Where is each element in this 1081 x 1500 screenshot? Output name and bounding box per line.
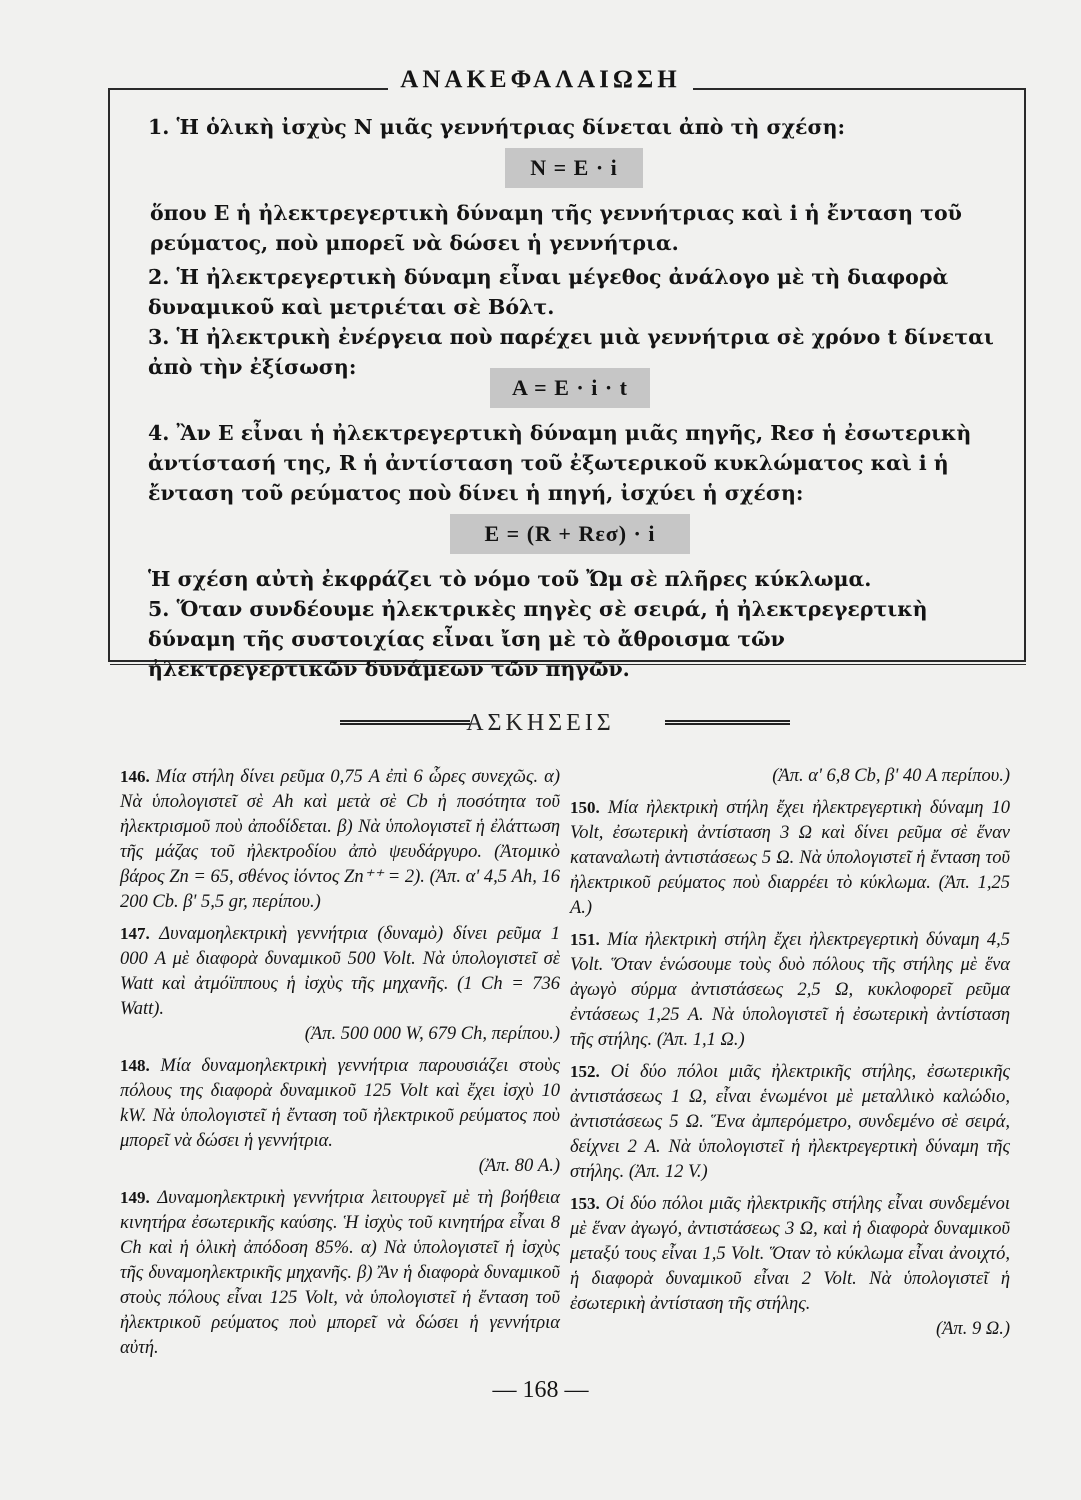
exercise-answer: (Ἀπ. 80 A.) [478, 1156, 560, 1176]
exercise-text: Οἱ δύο πόλοι μιᾶς ἠλεκτρικῆς στήλης, ἐσωτερικῆς ἀντιστάσεως 1 Ω, εἶναι ἑνωμένοι μὲ μεταλλικὸ καλώδιο, ἀντιστάσεως 5 Ω. Ἕνα ἀμπερόμετρο, συνδεμένο σὲ σειρά, δείχνει 2 A. Νὰ ὑπολογιστεῖ ἡ ἠλεκτρεγερτικὴ δύναμη τῆς στήλης. [570, 1062, 1011, 1182]
exercise-146 [120, 764, 560, 915]
exercise-answer: (Ἀπ. 500 000 W, 679 Ch, περίπου.) [304, 1024, 560, 1044]
exercise-number: 147. [120, 924, 150, 943]
exercise-151 [570, 927, 1010, 1053]
exercise-answer: (Ἀπ. 1,25 A.) [570, 873, 1010, 918]
exercise-number: 148. [120, 1056, 150, 1075]
exercise-answer: (Ἀπ. α' 4,5 Ah, 16 200 Cb. β' 5,5 gr, περίπου.) [120, 867, 561, 912]
exercise-150 [570, 795, 1010, 921]
exercise-147 [120, 921, 560, 1047]
summary-item-4: 4. Ἂν Ε εἶναι ἡ ἠλεκτρεγερτικὴ δύναμη μιᾶς πηγῆς, Rεσ ἡ ἐσωτερικὴ ἀντίστασή της, R ἡ ἀντίσταση τοῦ ἐξωτερικοῦ κυκλώματος καὶ i ἡ ἔνταση τοῦ ρεύματος ποὺ δίνει ἡ πηγή, ἰσχύει ἡ σχέση: [148, 421, 972, 505]
exercises-title: ΑΣΚΗΣΕΙΣ [466, 710, 615, 736]
exercise-number: 150. [570, 798, 600, 817]
exercises-right-column [570, 764, 1010, 1348]
exercise-number: 153. [570, 1194, 600, 1213]
exercise-text: Μία δυναμοηλεκτρικὴ γεννήτρια παρουσιάζει στοὺς πόλους της διαφορὰ δυναμικοῦ 125 Volt καὶ ἔχει ἰσχὺ 10 kW. Νὰ ὑπολογιστεῖ ἡ ἔνταση τοῦ ἠλεκτρικοῦ ρεύματος ποὺ μπορεῖ νὰ δώσει ἡ γεννήτρια. [120, 1056, 560, 1151]
exercise-text: Μία ἠλεκτρικὴ στήλη ἔχει ἠλεκτρεγερτικὴ δύναμη 10 Volt, ἐσωτερικὴ ἀντίσταση 3 Ω καὶ δίνει ρεῦμα σὲ ἕναν καταναλωτὴ ἀντιστάσεως 5 Ω. Νὰ ὑπολογιστεῖ ἡ ἔνταση τοῦ ἠλεκτρικοῦ ρεύματος ποὺ διαρρέει τὸ κύκλωμα. [570, 798, 1010, 893]
exercise-answer: (Ἀπ. 12 V.) [628, 1162, 708, 1182]
summary-item-2: 2. Ἡ ἠλεκτρεγερτικὴ δύναμη εἶναι μέγεθος ἀνάλογο μὲ τὴ διαφορὰ δυναμικοῦ καὶ μετριέται σὲ Βόλτ. [148, 265, 949, 319]
exercise-text: Μία ἠλεκτρικὴ στήλη ἔχει ἠλεκτρεγερτικὴ δύναμη 4,5 Volt. Ὅταν ἑνώσουμε τοὺς δυὸ πόλους τῆς στήλης μὲ ἕνα ἀγωγὸ σύρμα ἀντιστάσεως 2,5 Ω, κυκλοφορεῖ ρεῦμα ἐντάσεως 1,25 A. Νὰ ὑπολογιστεῖ ἡ ἐσωτερικὴ ἀντίσταση τῆς στήλης. [570, 930, 1010, 1050]
exercise-text: Οἱ δύο πόλοι μιᾶς ἠλεκτρικῆς στήλης εἶναι συνδεμένοι μὲ ἕναν ἀγωγό, ἀντιστάσεως 3 Ω, καὶ ἡ διαφορὰ δυναμικοῦ μεταξύ τους εἶναι 1,5 Volt. Ὅταν τὸ κύκλωμα εἶναι ἀνοιχτό, ἡ διαφορὰ δυναμικοῦ εἶναι 2 Volt. Νὰ ὑπολογιστεῖ ἡ ἐσωτερικὴ ἀντίσταση τῆς στήλης. [570, 1194, 1011, 1314]
exercise-149 [120, 1185, 560, 1361]
exercise-answer: (Ἀπ. α' 6,8 Cb, β' 40 A περίπου.) [772, 766, 1010, 786]
summary-title: ΑΝΑΚΕΦΑΛΑΙΩΣΗ [0, 66, 1081, 94]
exercises-left-column [120, 764, 560, 1367]
exercise-number: 152. [570, 1062, 600, 1081]
summary-item-5: 5. Ὅταν συνδέουμε ἠλεκτρικὲς πηγὲς σὲ σειρά, ἡ ἠλεκτρεγερτικὴ δύναμη τῆς συστοιχίας εἶναι ἴση μὲ τὸ ἄθροισμα τῶν ἠλεκτρεγερτικῶν δυνάμεων τῶν πηγῶν. [148, 597, 928, 681]
summary-item-1: 1. Ἡ ὁλικὴ ἰσχὺς Ν μιᾶς γεννήτριας δίνεται ἀπὸ τὴ σχέση: [148, 115, 846, 139]
page-number: — 168 — [492, 1377, 589, 1403]
exercise-number: 146. [120, 767, 150, 786]
formula-power: N = E · i [505, 148, 643, 188]
exercise-text: Δυναμοηλεκτρικὴ γεννήτρια λειτουργεῖ μὲ τὴ βοήθεια κινητήρα ἐσωτερικῆς καύσης. Ἡ ἰσχὺς τοῦ κινητήρα εἶναι 8 Ch καὶ ἡ ὁλικὴ ἀπόδοση 85%. α) Νὰ ὑπολογιστεῖ ἡ ἰσχὺς τῆς δυναμοηλεκτρικῆς μηχανῆς. β) Ἂν ἡ διαφορὰ δυναμικοῦ στοὺς πόλους εἶναι 125 Volt, νὰ ὑπολογιστεῖ ἡ ἔνταση τοῦ ἠλεκτρικοῦ ρεύματος ποὺ μπορεῖ νὰ δώσει ἡ γεννήτρια αὐτή. [120, 1188, 560, 1358]
exercise-number: 151. [570, 930, 600, 949]
exercise-149-answer [570, 764, 1010, 789]
exercise-text: Δυναμοηλεκτρικὴ γεννήτρια (δυναμὸ) δίνει ρεῦμα 1 000 A μὲ διαφορὰ δυναμικοῦ 500 Volt. Νὰ ὑπολογιστεῖ σὲ Watt καὶ ἀτμόϊππους ἡ ἰσχὺς τῆς μηχανῆς. (1 Ch = 736 Watt). [120, 924, 560, 1019]
exercise-152 [570, 1059, 1010, 1185]
exercise-number: 149. [120, 1188, 150, 1207]
exercise-text: Μία στήλη δίνει ρεῦμα 0,75 A ἐπὶ 6 ὧρες συνεχῶς. α) Νὰ ὑπολογιστεῖ σὲ Ah καὶ μετὰ σὲ Cb ἡ ποσότητα τοῦ ἠλεκτρισμοῦ ποὺ ἀποδίδεται. β) Νὰ ὑπολογιστεῖ ἡ ἐλάττωση τῆς μάζας τοῦ ἠλεκτροδίου ἀπὸ ψευδάργυρο. (Ἀτομικὸ βάρος Zn = 65, σθένος ἰόντος Zn⁺⁺ = 2). [120, 767, 560, 887]
exercise-answer: (Ἀπ. 1,1 Ω.) [656, 1030, 745, 1050]
summary-item-4-rest: Ἡ σχέση αὐτὴ ἐκφράζει τὸ νόμο τοῦ Ὤμ σὲ πλῆρες κύκλωμα. [148, 567, 872, 591]
exercise-148 [120, 1053, 560, 1179]
summary-item-3: 3. Ἡ ἠλεκτρικὴ ἐνέργεια ποὺ παρέχει μιὰ γεννήτρια σὲ χρόνο t δίνεται ἀπὸ τὴν ἐξίσωση: [148, 325, 994, 379]
formula-ohm-full: E = (R + Rεσ) · i [450, 514, 690, 554]
exercise-answer: (Ἀπ. 9 Ω.) [935, 1319, 1010, 1339]
formula-energy: A = E · i · t [490, 368, 650, 408]
summary-item-1-rest: ὅπου Ε ἡ ἠλεκτρεγερτικὴ δύναμη τῆς γεννήτριας καὶ i ἡ ἔνταση τοῦ ρεύματος, ποὺ μπορεῖ νὰ δώσει ἡ γεννήτρια. [150, 201, 962, 255]
exercise-153 [570, 1191, 1010, 1342]
